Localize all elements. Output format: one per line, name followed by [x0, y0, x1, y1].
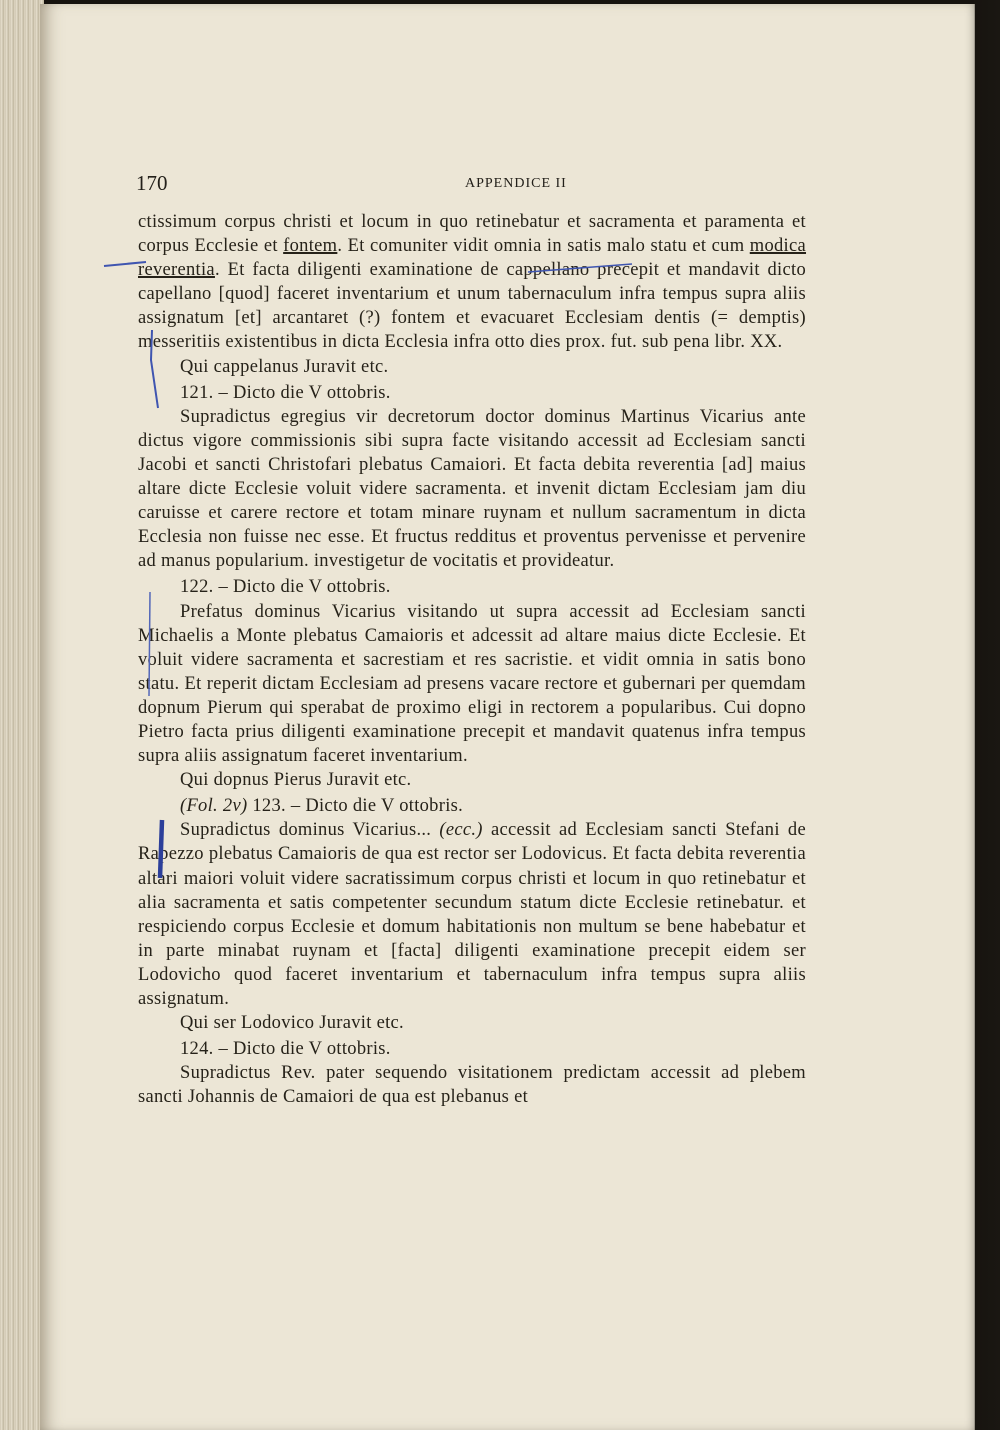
running-title: APPENDICE II [465, 176, 567, 191]
page-number: 170 [136, 171, 168, 195]
entry-heading-123: (Fol. 2v) 123. – Dicto die V ottobris. [180, 796, 464, 817]
entry-heading-124: 124. – Dicto die V ottobris. [180, 1039, 391, 1060]
underlined-word: fontem [283, 236, 338, 257]
paragraph-122: Prefatus dominus Vicarius visitando ut supra accessit ad Ecclesiam sancti Michaelis a Monte plebatus Camaioris et adcessit ad altare maius dicte Ecclesie. Et voluit videre sacramenta et sacrestiam et res sacristie. et vidit omnia in satis bono statu. Et reperit dictam Ecclesiam ad presens vacare rectore et gubernari per quemdam dopnum Pierum qui sperabat de proximo eligi in rectorem a popularibus. Cui dopno Pietro facta prius diligenti examinatione precepit et mandavit quatenus infra tempus supra aliis assignatum faceret inventarium. [138, 601, 806, 767]
oath-line: Qui cappelanus Juravit etc. [180, 356, 389, 377]
oath-line: Qui ser Lodovico Juravit etc. [180, 1013, 404, 1034]
oath-line: Qui dopnus Pierus Juravit etc. [180, 770, 412, 791]
entry-heading-121: 121. – Dicto die V ottobris. [180, 382, 391, 403]
paragraph-121: Supradictus egregius vir decretorum doctor dominus Martinus Vicarius ante dictus vigore commissionis sibi supra facte visitando accessit ad Ecclesiam sancti Jacobi et sancti Christofari plebatus Camaiori. Et facta debita reverentia [ad] maius altare dicte Ecclesie voluit videre sacramenta. et invenit dictam Ecclesiam jam diu caruisse et carere rectore et totam minare ruynam et nullum sacramentum in dicta Ecclesia non fuisse nec esse. Et fructus redditus et proventus pervenisse et pervenire ad manus popularium. investigetur de vocitatis et provideatur. [138, 406, 806, 572]
underlined-phrase: modica reverentia [138, 236, 807, 281]
paragraph-123: Supradictus dominus Vicarius... (ecc.) accessit ad Ecclesiam sancti Stefani de Rapezzo plebatus Camaioris de qua est rector ser Lodovicus. Et facta debita reverentia altari maiori voluit videre sacratissimum corpus christi et locum in quo retinebatur et alia sacramenta et satis competenter secundum statum dicte Ecclesie retinebatur. et respiciendo corpus Ecclesie et domum habitationis non multum se bene habebatur et in parte minabat ruynam et [facta] diligenti examinatione precepit eidem ser Lodovicho quod faceret inventarium et tabernaculum infra tempus supra aliis assignatum. [138, 820, 806, 1009]
page-body [138, 210, 806, 1109]
ecc-note: (ecc.) [439, 820, 483, 841]
book-page-edges [0, 0, 44, 1430]
entry-heading-122: 122. – Dicto die V ottobris. [180, 577, 391, 598]
paragraph-continuation: ctissimum corpus christi et locum in quo retinebatur et sacramenta et paramenta et corpus Ecclesie et fontem. Et comuniter vidit omnia in satis malo statu et cum modica reverentia. Et facta diligenti examinatione de cappellano precepit et mandavit dicto capellano [quod] faceret inventarium et unum tabernaculum infra tempus supra aliis assignatum [et] arcantaret (?) fontem et evacuaret Ecclesiam dentis (= demptis) messeritiis existentibus in dicta Ecclesia infra otto dies prox. fut. sub pena libr. XX. [138, 212, 807, 353]
gutter-shadow [974, 0, 1000, 1430]
page-header [0, 172, 1000, 196]
paragraph-124: Supradictus Rev. pater sequendo visitationem predictam accessit ad plebem sancti Johannis de Camaiori de qua est plebanus et [138, 1063, 806, 1108]
folio-reference: (Fol. 2v) [180, 796, 248, 817]
